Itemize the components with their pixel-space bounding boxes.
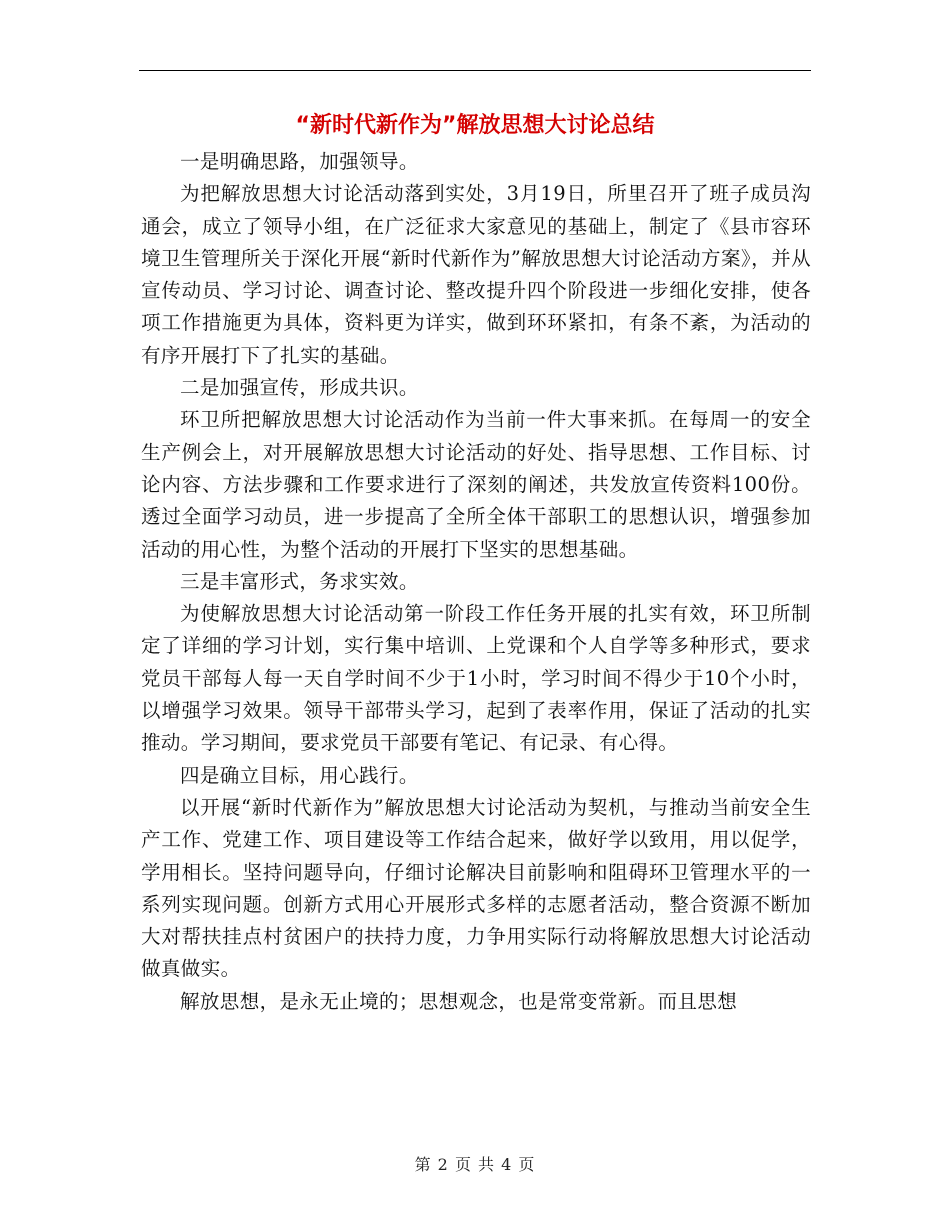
section-heading-4: 四是确立目标，用心践行。 <box>180 763 419 787</box>
paragraph: 环卫所把解放思想大讨论活动作为当前一件大事来抓。在每周一的安全生产例会上，对开展解放思想大讨论活动的好处、指导思想、工作目标、讨论内容、方法步骤和工作要求进行了深刻的阐述，共发放宣传资料100份。透过全面学习动员，进一步提高了全所全体干部职工的思想认识，增强参加活动的用心性，为整个活动的开展打下坚实的思想基础。 <box>141 408 811 561</box>
paragraph: 以开展“新时代新作为”解放思想大讨论活动为契机，与推动当前安全生产工作、党建工作、项目建设等工作结合起来，做好学以致用，用以促学，学用相长。坚持问题导向，仔细讨论解决目前影响和阻碍环卫管理水平的一系列实现问题。创新方式用心开展形式多样的志愿者活动，整合资源不断加大对帮扶挂点村贫困户的扶持力度，力争用实际行动将解放思想大讨论活动做真做实。 <box>141 795 811 981</box>
section-heading-3: 三是丰富形式，务求实效。 <box>180 569 419 593</box>
paragraph: 为使解放思想大讨论活动第一阶段工作任务开展的扎实有效，环卫所制定了详细的学习计划，实行集中培训、上党课和个人自学等多种形式，要求党员干部每人每一天自学时间不少于1小时，学习时间不得少于10个小时，以增强学习效果。领导干部带头学习，起到了表率作用，保证了活动的扎实推动。学习期间，要求党员干部要有笔记、有记录、有心得。 <box>141 602 811 755</box>
header-rule <box>139 70 811 71</box>
document-body <box>141 146 811 1018</box>
paragraph: 为把解放思想大讨论活动落到实处，3月19日，所里召开了班子成员沟通会，成立了领导小组，在广泛征求大家意见的基础上，制定了《县市容环境卫生管理所关于深化开展“新时代新作为”解放思想大讨论活动方案》，并从宣传动员、学习讨论、调查讨论、整改提升四个阶段进一步细化安排，使各项工作措施更为具体，资料更为详实，做到环环紧扣，有条不紊，为活动的有序开展打下了扎实的基础。 <box>141 182 811 367</box>
section-heading-1: 一是明确思路，加强领导。 <box>180 150 419 173</box>
page-number-footer: 第 2 页 共 4 页 <box>414 1155 536 1174</box>
section-heading-2: 二是加强宣传，形成共识。 <box>180 376 419 400</box>
paragraph: 解放思想，是永无止境的；思想观念，也是常变常新。而且思想 <box>180 989 738 1013</box>
document-title: “新时代新作为”解放思想大讨论总结 <box>295 113 655 138</box>
